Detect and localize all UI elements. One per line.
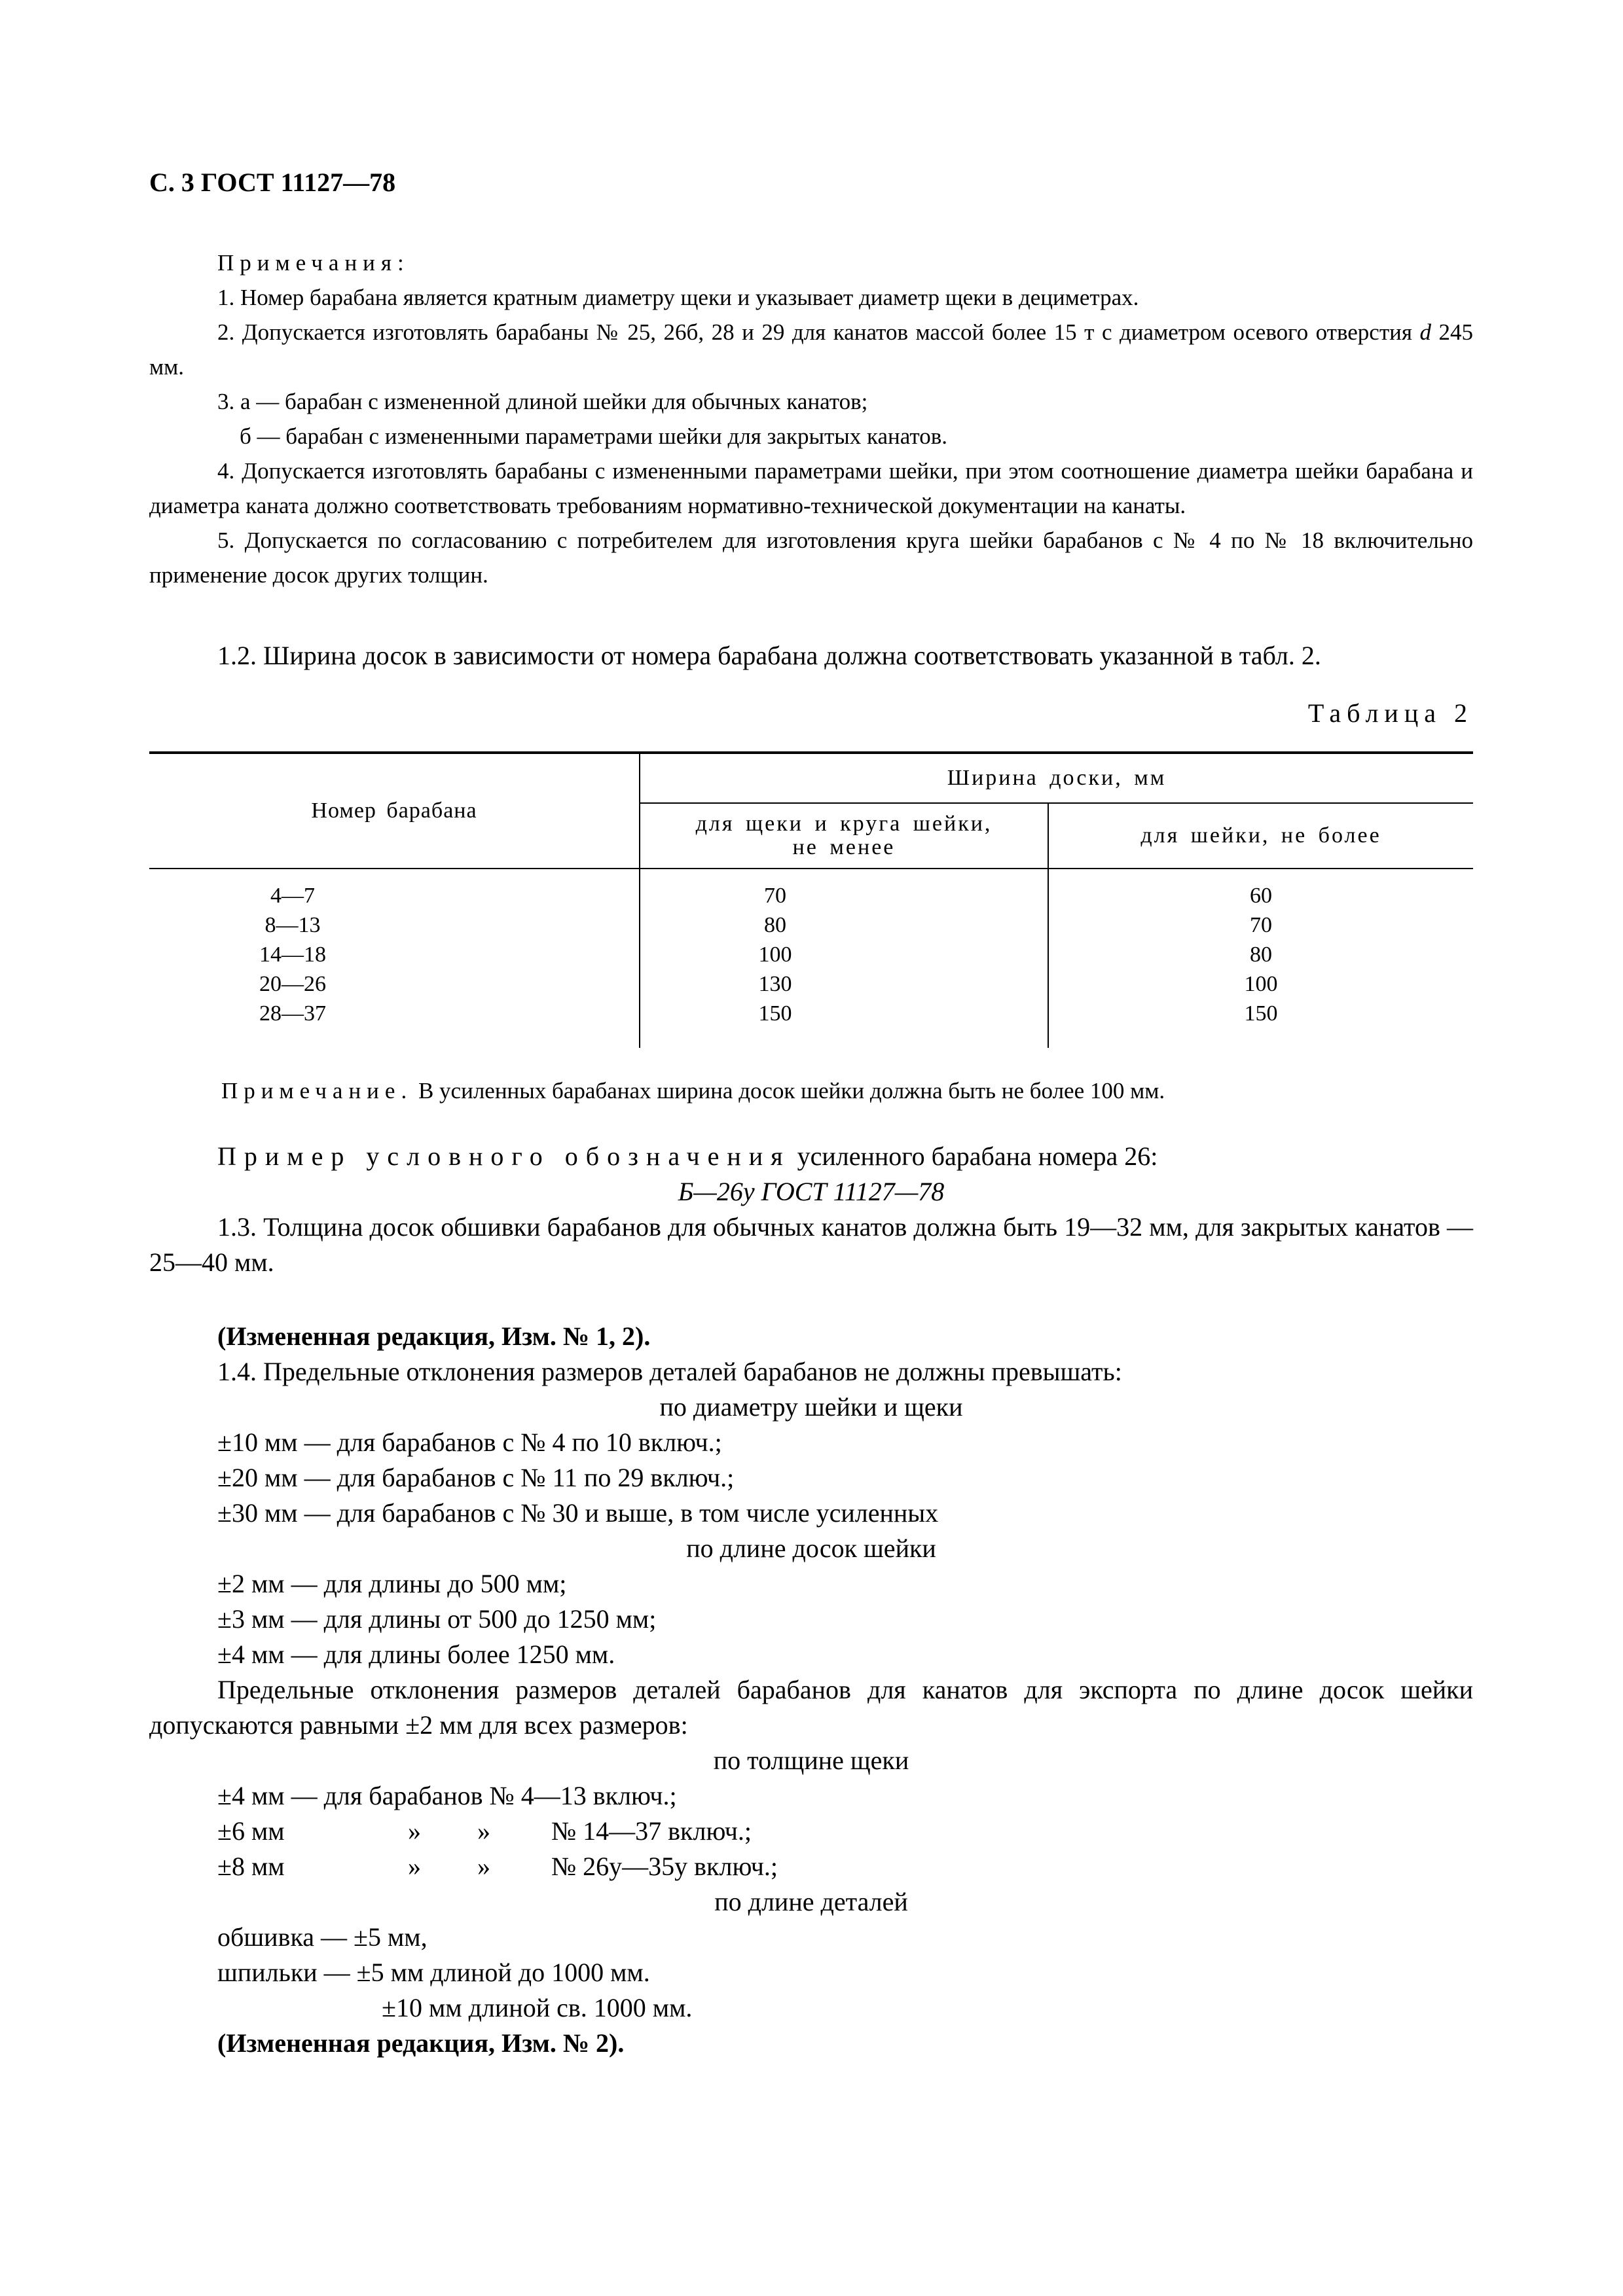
list-item: ±3 мм — для длины от 500 до 1250 мм; [217, 1604, 657, 1634]
table-cell: 70 [764, 884, 786, 908]
table-cell: 130 [758, 972, 792, 996]
tolerances-block [149, 1319, 1473, 2061]
subheading-length: по длине досок шейки [686, 1534, 936, 1563]
table-col-1 [640, 869, 1048, 1048]
table-cell: 28—37 [259, 1001, 326, 1026]
table-cell: 70 [1250, 913, 1272, 937]
list-item: ±20 мм — для барабанов с № 11 по 29 включ.; [217, 1463, 735, 1492]
note-3a: 3. а — барабан с измененной длиной шейки для обычных канатов; [217, 389, 868, 414]
table-header-col1: для щеки и круга шейки, не менее [640, 803, 1048, 869]
table-header-width: Ширина доски, мм [640, 753, 1473, 803]
notes-block [149, 245, 1473, 592]
revision-note-1: (Измененная редакция, Изм. № 1, 2). [217, 1321, 651, 1351]
table-cell: 80 [764, 913, 786, 937]
subheading-parts: по длине деталей [714, 1887, 908, 1916]
list-item: ±8 мм » » № 26у—35у включ.; [217, 1852, 778, 1881]
list-item: ±4 мм — для барабанов № 4—13 включ.; [217, 1781, 677, 1810]
note-5: 5. Допускается по согласованию с потребителем для изготовления круга шейки барабанов с № 4 по № 18 включительно применение досок других толщин. [149, 528, 1473, 588]
table-header-col2: для шейки, не более [1048, 803, 1473, 869]
table-cell: 150 [758, 1001, 792, 1026]
table-cell: 14—18 [259, 942, 326, 967]
table-cell: 60 [1250, 884, 1272, 908]
export-paragraph: Предельные отклонения размеров деталей барабанов для канатов для экспорта по длине досок шейки допускаются равными ±2 мм для всех размеров: [149, 1675, 1473, 1740]
list-item: ±6 мм » » № 14—37 включ.; [217, 1816, 752, 1846]
example-block [149, 1139, 1473, 1280]
list-item-continuation: ±10 мм длиной св. 1000 мм. [382, 1993, 693, 2022]
table-label: Таблица 2 [1307, 698, 1473, 728]
table-cell: 8—13 [264, 913, 321, 937]
list-item: обшивка — ±5 мм, [217, 1922, 428, 1952]
note-2: 2. Допускается изготовлять барабаны № 25, 26б, 28 и 29 для канатов массой более 15 т с диаметром осевого отверстия d 245 мм. [149, 319, 1473, 380]
subheading-thickness: по толщине щеки [713, 1746, 909, 1775]
table-cell: 4—7 [270, 884, 315, 908]
table-note: Примечание. В усиленных барабанах ширина досок шейки должна быть не более 100 мм. [221, 1078, 1165, 1103]
paragraph-1-2-text: 1.2. Ширина досок в зависимости от номера барабана должна соответствовать указанной в табл. 2. [217, 641, 1321, 670]
table-cell: 100 [1244, 972, 1278, 996]
notes-title: Примечания: [217, 250, 410, 276]
page-header: С. 3 ГОСТ 11127—78 [149, 168, 396, 197]
paragraph-1-2 [149, 638, 1473, 673]
list-item: ±4 мм — для длины более 1250 мм. [217, 1640, 615, 1669]
table-cell: 100 [758, 942, 792, 967]
table-col-2 [1048, 869, 1473, 1048]
paragraph-1-3: 1.3. Толщина досок обшивки барабанов для обычных канатов должна быть 19—32 мм, для закрытых канатов — 25—40 мм. [149, 1212, 1473, 1277]
table-cell: 20—26 [259, 972, 326, 996]
table-cell: 150 [1244, 1001, 1278, 1026]
paragraph-1-4: 1.4. Предельные отклонения размеров деталей барабанов не должны превышать: [217, 1357, 1122, 1386]
table-2 [149, 751, 1473, 1048]
revision-note-2: (Измененная редакция, Изм. № 2). [217, 2028, 625, 2058]
list-item: ±30 мм — для барабанов с № 30 и выше, в том числе усиленных [217, 1498, 939, 1528]
table-header-number: Номер барабана [149, 753, 640, 869]
list-item: ±10 мм — для барабанов с № 4 по 10 включ.; [217, 1427, 722, 1457]
example-designation: Б—26у ГОСТ 11127—78 [678, 1177, 945, 1206]
table-cell: 80 [1250, 942, 1272, 967]
table-col-number [149, 869, 640, 1048]
note-4: 4. Допускается изготовлять барабаны с измененными параметрами шейки, при этом соотношение диаметра шейки барабана и диаметра каната должно соответствовать требованиям нормативно-технической документации на канаты. [149, 458, 1473, 518]
example-line: Пример условного обозначения усиленного барабана номера 26: [217, 1141, 1158, 1171]
note-1: 1. Номер барабана является кратным диаметру щеки и указывает диаметр щеки в дециметрах. [217, 285, 1139, 310]
note-3b: б — барабан с измененными параметрами шейки для закрытых канатов. [240, 423, 948, 449]
list-item: ±2 мм — для длины до 500 мм; [217, 1569, 567, 1598]
subheading-diameter: по диаметру шейки и щеки [659, 1392, 963, 1422]
list-item: шпильки — ±5 мм длиной до 1000 мм. [217, 1958, 650, 1987]
